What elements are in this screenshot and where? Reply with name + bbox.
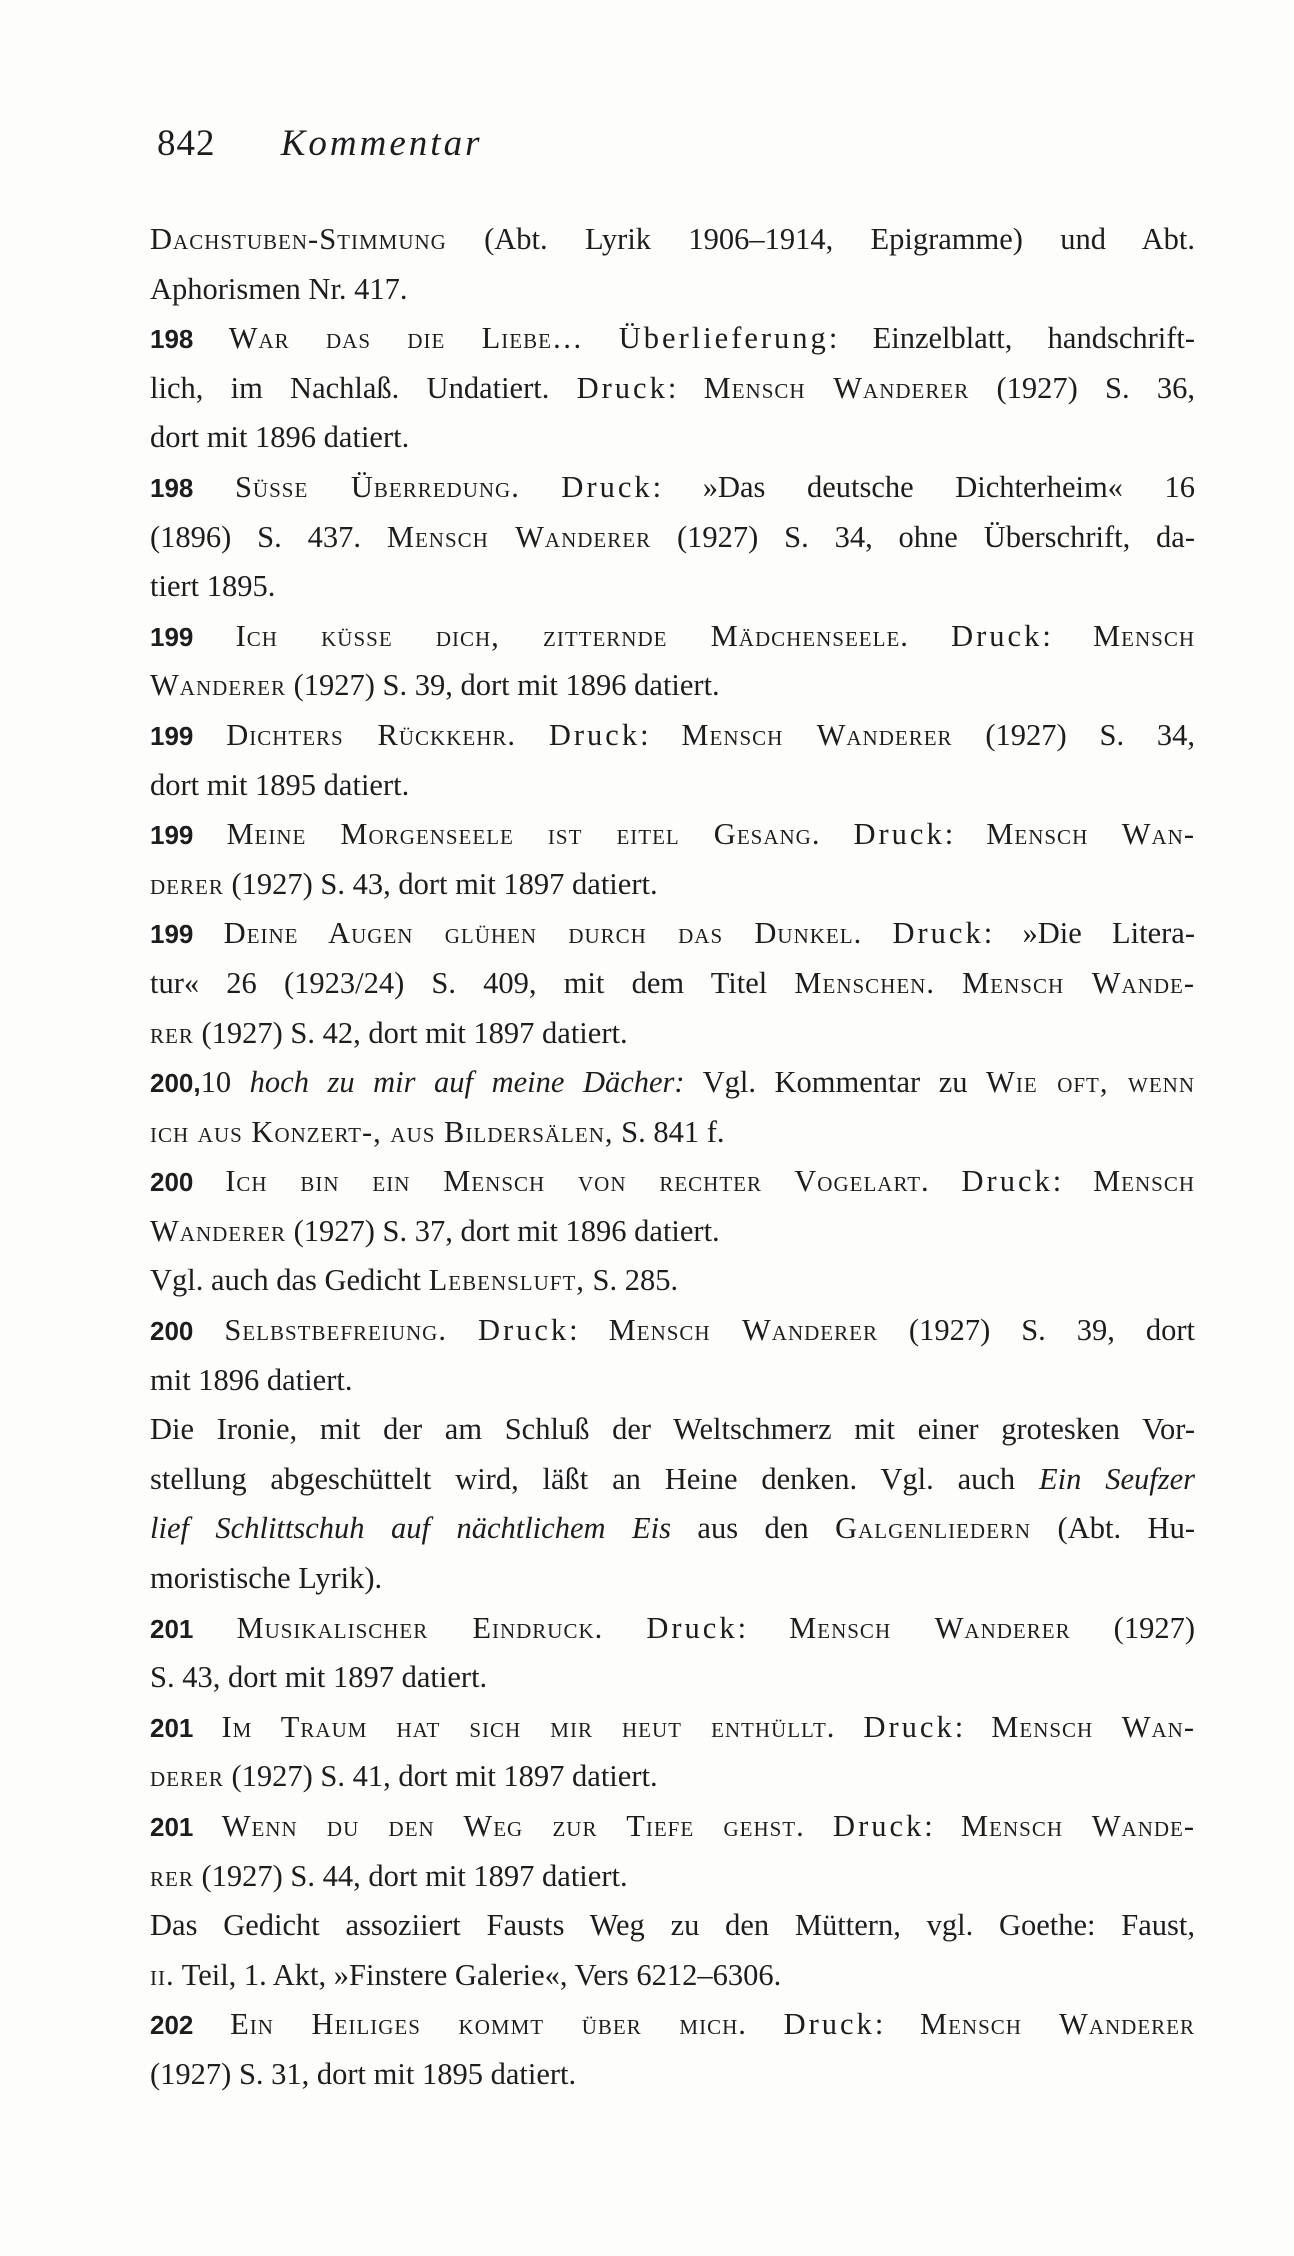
page-reference: 198 (150, 472, 194, 503)
page-reference: 199 (150, 919, 194, 950)
text-segment: : (1052, 1164, 1094, 1199)
text-segment: (1927) S. 42, dort mit 1897 datiert. (193, 1015, 628, 1050)
text-segment: Das Gedicht assoziiert Fausts Weg zu den Müttern, vgl. Goethe: Faust, (150, 1908, 1195, 1943)
text-segment: derer (150, 1759, 224, 1794)
text-segment: Druck (548, 717, 641, 752)
text-segment: Lebensluft, (428, 1263, 585, 1298)
page-reference: 201 (150, 1812, 194, 1842)
text-line (150, 265, 1195, 315)
text-segment: Druck (561, 469, 653, 504)
text-line (150, 314, 1195, 364)
text-line (150, 959, 1195, 1009)
text-segment (193, 1710, 221, 1744)
text-segment: : (569, 1313, 609, 1348)
text-line (150, 1504, 1195, 1554)
text-segment: : (640, 717, 682, 752)
text-line (150, 1306, 1195, 1356)
text-segment: Dachstuben-Stimmung (150, 222, 447, 256)
text-segment: Vgl. Kommentar zu (684, 1065, 987, 1100)
text-segment: dort mit 1895 datiert. (150, 767, 410, 802)
text-segment: S. 841 f. (613, 1114, 725, 1149)
text-segment (820, 817, 853, 851)
running-header (157, 122, 482, 166)
text-segment (835, 1710, 863, 1744)
text-segment: : (944, 817, 987, 852)
text-segment: Druck (783, 2007, 875, 2042)
text-segment: Wenn du den Weg zur Tiefe gehst. (221, 1809, 805, 1843)
text-segment (747, 2007, 784, 2041)
text-line (150, 1405, 1195, 1455)
text-line (150, 1256, 1195, 1306)
text-segment (862, 916, 892, 950)
text-segment: tiert 1895. (150, 569, 276, 604)
text-segment: Mensch Wande- (962, 965, 1196, 1000)
text-segment: : (667, 370, 704, 405)
text-line (150, 612, 1195, 662)
text-line (150, 711, 1195, 761)
text-segment: Druck (646, 1610, 738, 1645)
text-segment: : (924, 1809, 962, 1843)
text-segment: (1896) S. 437. (150, 519, 387, 554)
text-line (150, 2050, 1195, 2100)
text-segment: Im Traum hat sich mir heut enthüllt. (221, 1709, 836, 1744)
text-segment (193, 718, 226, 752)
text-segment (193, 916, 223, 950)
text-segment: S. 285. (584, 1263, 679, 1298)
text-segment: Mensch Wande- (961, 1809, 1196, 1843)
text-segment (193, 817, 226, 851)
text-segment (935, 966, 962, 1000)
text-line (150, 215, 1195, 265)
commentary-text (150, 215, 1195, 2100)
text-line (150, 909, 1195, 959)
text-line (150, 1653, 1195, 1703)
text-segment: (1927) S. 34, (952, 717, 1196, 752)
text-segment: (1927) S. 43, dort mit 1897 datiert. (223, 866, 658, 901)
page-reference: 199 (150, 820, 194, 851)
text-segment: : (1042, 618, 1094, 653)
text-line (150, 761, 1195, 811)
text-segment: dort mit 1896 datiert. (150, 420, 410, 455)
text-segment: (1927) S. 39, dort mit 1896 datiert. (285, 668, 720, 703)
text-segment (516, 718, 549, 752)
text-segment: Mensch (1093, 1164, 1196, 1199)
text-segment: Mensch Wanderer (703, 370, 970, 405)
text-line (150, 810, 1195, 860)
text-line (150, 413, 1195, 463)
text-segment: Mensch Wanderer (608, 1313, 878, 1348)
text-segment (583, 321, 618, 355)
page-reference: 199 (150, 621, 194, 652)
text-segment (805, 1809, 833, 1843)
text-segment: Teil, 1. Akt, »Finstere Galerie«, Vers 6212–6306. (174, 1957, 782, 1992)
text-segment: moristische Lyrik). (150, 1561, 383, 1596)
text-segment: (1927) S. 34, ohne Überschrift, da- (651, 519, 1196, 554)
text-segment (520, 470, 562, 504)
text-segment: (Abt. Hu- (1031, 1511, 1195, 1546)
text-segment: stellung abgeschüttelt wird, läßt an Heine denken. Vgl. auch (150, 1461, 1039, 1496)
text-segment: Druck (833, 1809, 925, 1843)
text-segment: Wanderer (150, 1213, 286, 1248)
text-segment (193, 1313, 224, 1347)
text-segment: aus den (670, 1511, 836, 1546)
text-segment: Mensch Wanderer (919, 2007, 1196, 2042)
text-segment (193, 1611, 236, 1645)
text-segment: Druck (863, 1709, 955, 1744)
page-reference: 199 (150, 720, 194, 751)
text-segment: Aphorismen Nr. 417. (150, 271, 408, 306)
text-segment: Meine Morgenseele ist eitel Gesang. (226, 817, 821, 852)
text-line (150, 513, 1195, 563)
page-number: 842 (157, 123, 216, 164)
text-segment: : »Die Litera- (983, 916, 1195, 951)
text-segment: Ich bin ein Mensch von rechter Vogelart. (225, 1164, 930, 1199)
text-segment: Mensch (1093, 618, 1195, 653)
text-segment: Wanderer (150, 668, 286, 703)
text-segment: Druck (477, 1313, 570, 1348)
text-segment: derer (150, 866, 224, 901)
running-title: Kommentar (280, 123, 483, 164)
text-segment: ich aus Konzert-, aus Bildersälen, (150, 1114, 614, 1149)
text-segment (193, 321, 228, 355)
text-segment: hoch zu mir auf meine Dächer: (249, 1065, 685, 1100)
text-line (150, 364, 1195, 414)
text-segment: Ein Heiliges kommt über mich. (230, 2007, 747, 2042)
text-segment (603, 1611, 646, 1645)
text-line (150, 661, 1195, 711)
text-line (150, 1356, 1195, 1406)
text-segment: tur« 26 (1923/24) S. 409, mit dem Titel (150, 965, 795, 1000)
page-reference: 200 (150, 1316, 194, 1347)
text-segment (193, 619, 235, 653)
text-line (150, 1852, 1195, 1902)
text-segment: Wie oft, wenn (986, 1065, 1196, 1100)
text-line (150, 1108, 1195, 1158)
text-segment: : (737, 1610, 790, 1645)
text-segment: lich, im Nachlaß. Undatiert. (150, 370, 577, 405)
text-segment: Druck (961, 1164, 1053, 1199)
page-reference: 198 (150, 324, 194, 355)
text-segment: Musikalischer Eindruck. (236, 1610, 604, 1645)
text-line (150, 2000, 1195, 2050)
text-segment: Vgl. auch das Gedicht (150, 1263, 429, 1298)
text-segment: (1927) (1070, 1610, 1195, 1645)
text-line (150, 1604, 1195, 1654)
text-segment: Die Ironie, mit der am Schluß der Weltschmerz mit einer grotesken Vor- (150, 1412, 1195, 1447)
page-reference: 202 (150, 2010, 194, 2041)
text-segment (909, 619, 951, 653)
text-segment: Mensch Wanderer (386, 519, 652, 554)
page-reference: 201 (150, 1613, 194, 1644)
text-segment: (1927) S. 41, dort mit 1897 datiert. (223, 1759, 658, 1794)
text-segment (447, 1313, 478, 1347)
text-line (150, 1752, 1195, 1802)
text-segment (193, 2007, 230, 2041)
text-line (150, 1802, 1195, 1852)
text-segment: lief Schlittschuh auf nächtlichem Eis (150, 1511, 671, 1546)
text-segment (193, 1164, 225, 1198)
text-segment: : »Das deutsche Dichterheim« 16 (652, 469, 1195, 504)
page-reference: 200 (150, 1167, 194, 1198)
text-segment: rer (150, 1858, 194, 1893)
text-line (150, 1951, 1195, 2001)
text-segment: (1927) S. 31, dort mit 1895 datiert. (150, 2056, 577, 2091)
text-segment: Deine Augen glühen durch das Dunkel. (223, 916, 863, 951)
text-segment: : Einzelblatt, handschrift- (828, 321, 1196, 356)
text-line (150, 1009, 1195, 1059)
text-segment: Süsse Überredung. (234, 469, 520, 504)
page-reference: 200, (150, 1068, 201, 1099)
text-line (150, 1901, 1195, 1951)
text-segment: Druck (576, 370, 668, 405)
text-segment: (1927) S. 44, dort mit 1897 datiert. (193, 1858, 628, 1893)
text-line (150, 1554, 1195, 1604)
text-segment: Ich küsse dich, zitternde Mädchenseele. (235, 618, 909, 653)
text-segment: War das die Liebe… (228, 321, 584, 356)
text-segment: mit 1896 datiert. (150, 1362, 353, 1397)
text-line (150, 1058, 1195, 1108)
text-segment: (1927) S. 37, dort mit 1896 datiert. (285, 1213, 720, 1248)
text-segment: Druck (853, 817, 945, 852)
text-segment: Selbstbefreiung. (224, 1313, 447, 1348)
text-segment: : (874, 2007, 920, 2042)
text-line (150, 1703, 1195, 1753)
text-segment: Druck (951, 618, 1043, 653)
text-segment: rer (150, 1015, 194, 1050)
page-reference: 201 (150, 1712, 194, 1743)
text-segment: (1927) S. 36, (969, 370, 1195, 405)
text-segment: Ein Seufzer (1039, 1461, 1195, 1496)
text-line (150, 1207, 1195, 1257)
text-line (150, 463, 1195, 513)
text-segment: Mensch Wan- (986, 817, 1195, 852)
text-segment: Menschen. (794, 965, 935, 1000)
text-segment: : (954, 1709, 992, 1744)
text-segment: Druck (892, 916, 984, 951)
text-line (150, 1157, 1195, 1207)
text-segment (193, 470, 235, 504)
text-segment: Galgenliedern (835, 1511, 1032, 1546)
text-segment: Dichters Rückkehr. (226, 717, 517, 752)
text-segment: Mensch Wan- (991, 1709, 1195, 1744)
text-segment: Mensch Wanderer (789, 1610, 1071, 1645)
text-segment: Überlieferung (618, 321, 829, 356)
text-segment: ii. (150, 1957, 175, 1992)
text-segment (930, 1164, 962, 1198)
text-line (150, 1455, 1195, 1505)
text-segment (193, 1809, 221, 1843)
text-segment: 10 (200, 1065, 250, 1100)
text-segment: Mensch Wanderer (681, 717, 953, 752)
text-line (150, 860, 1195, 910)
text-line (150, 562, 1195, 612)
text-segment: (1927) S. 39, dort (877, 1313, 1195, 1348)
text-segment: (Abt. Lyrik 1906–1914, Epigramme) und Abt. (446, 222, 1195, 256)
text-segment: S. 43, dort mit 1897 datiert. (150, 1660, 488, 1695)
